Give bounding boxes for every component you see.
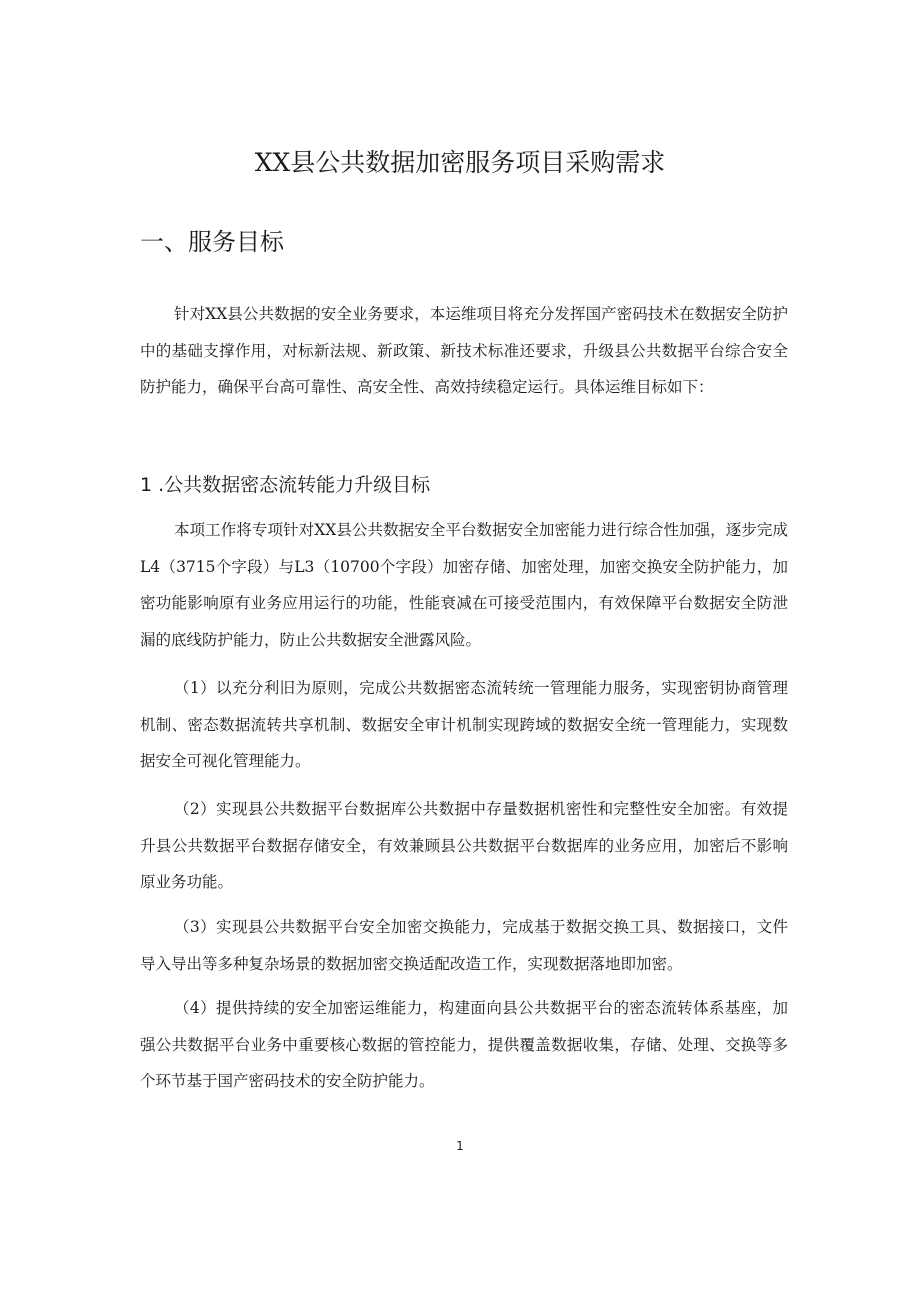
list-item: （3）实现县公共数据平台安全加密交换能力，完成基于数据交换工具、数据接口，文件导入导出等多种复杂场景的数据加密交换适配改造工作，实现数据落地即加密。 <box>140 918 788 973</box>
sub-heading: 1 .公共数据密态流转能力升级目标 <box>140 474 431 496</box>
sub-intro-paragraph: 本项工作将专项针对XX县公共数据安全平台数据安全加密能力进行综合性加强，逐步完成L4（3715个字段）与L3（10700个字段）加密存储、加密处理，加密交换安全防护能力，加密功能影响原有业务应用运行的功能，性能衰减在可接受范围内，有效保障平台数据安全防泄漏的底线防护能力，防止公共数据安全泄露风险。 <box>140 521 788 649</box>
page-number: 1 <box>456 1139 464 1153</box>
list-item: （2）实现县公共数据平台数据库公共数据中存量数据机密性和完整性安全加密。有效提升县公共数据平台数据存储安全，有效兼顾县公共数据平台数据库的业务应用，加密后不影响原业务功能。 <box>140 800 788 892</box>
list-item: （4）提供持续的安全加密运维能力，构建面向县公共数据平台的密态流转体系基座，加强公共数据平台业务中重要核心数据的管控能力，提供覆盖数据收集，存储、处理、交换等多个环节基于国产密码技术的安全防护能力。 <box>140 999 788 1091</box>
document-title: XX县公共数据加密服务项目采购需求 <box>254 148 666 177</box>
section-heading: 一、服务目标 <box>140 228 284 256</box>
intro-paragraph: 针对XX县公共数据的安全业务要求，本运维项目将充分发挥国产密码技术在数据安全防护中的基础支撑作用，对标新法规、新政策、新技术标准还要求，升级县公共数据平台综合安全防护能力，确保平台高可靠性、高安全性、高效持续稳定运行。具体运维目标如下： <box>140 305 788 397</box>
list-item: （1）以充分利旧为原则，完成公共数据密态流转统一管理能力服务，实现密钥协商管理机制、密态数据流转共享机制、数据安全审计机制实现跨域的数据安全统一管理能力，实现数据安全可视化管理能力。 <box>140 679 788 771</box>
